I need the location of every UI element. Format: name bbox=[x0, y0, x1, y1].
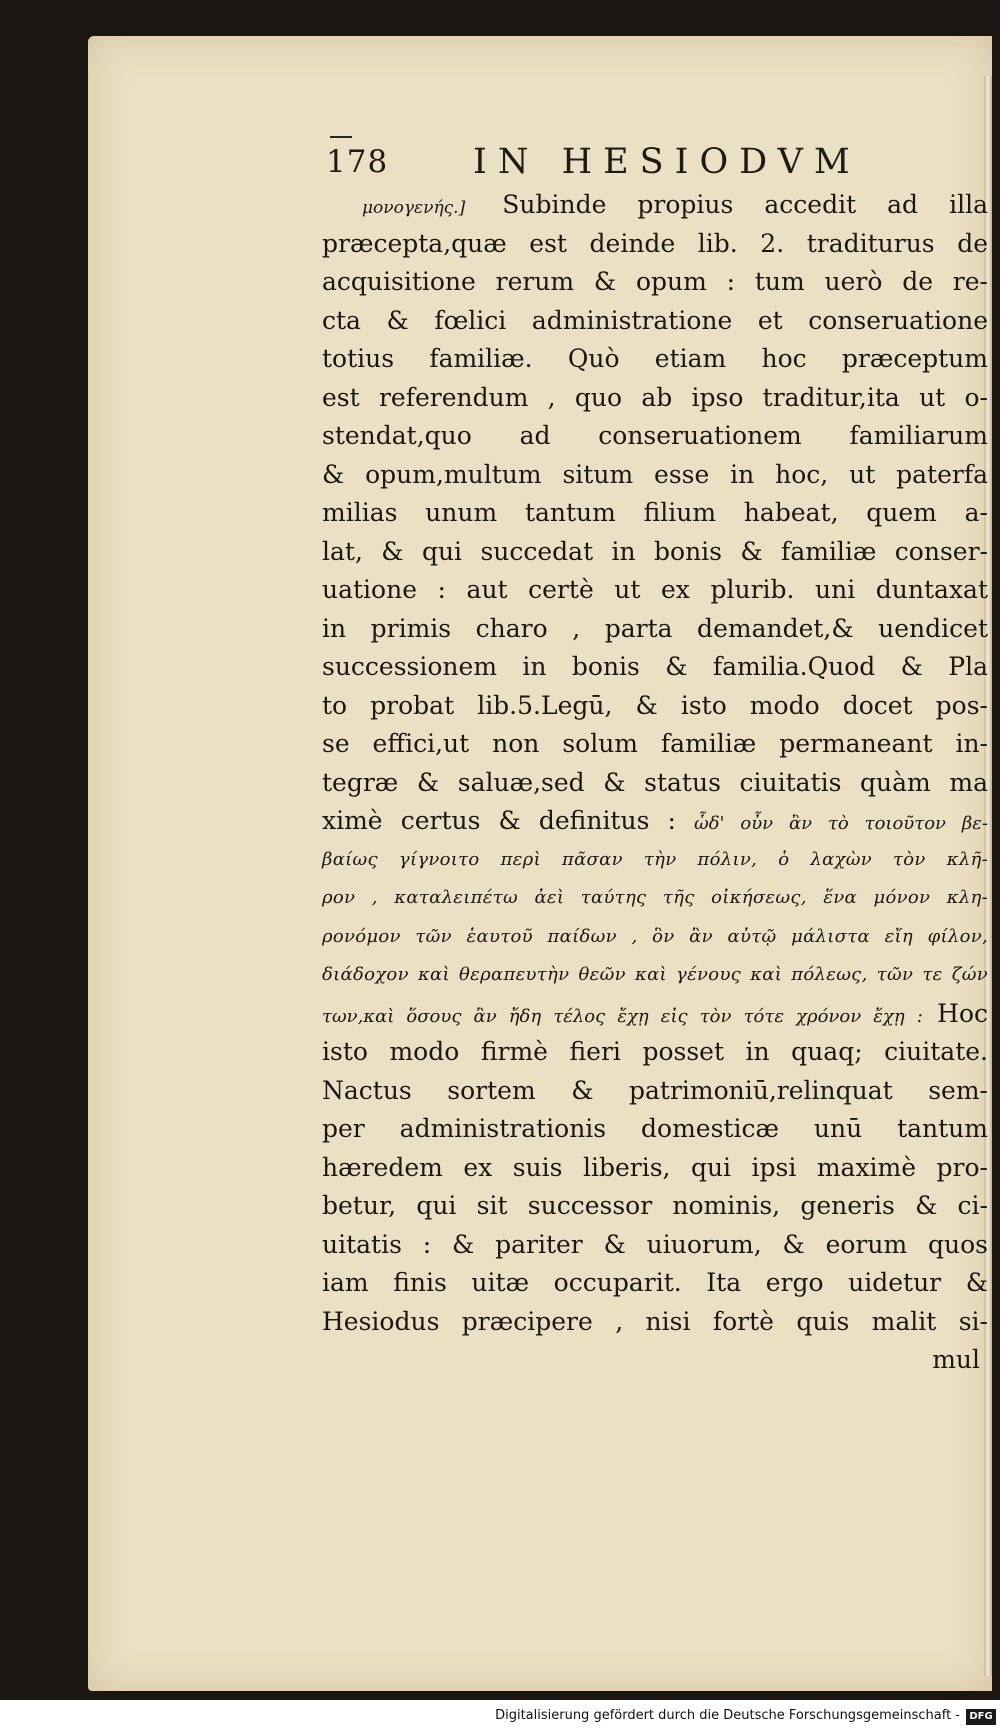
text-line: isto modo firmè fieri posset in quaq; ciuitate. bbox=[322, 1037, 988, 1066]
text-line bbox=[322, 186, 988, 225]
text-line bbox=[322, 802, 988, 841]
text-line: uitatis : & pariter & uiuorum, & eorum quos bbox=[322, 1229, 988, 1259]
text-line: to probat lib.5.Legū, & isto modo docet pos- bbox=[322, 690, 988, 720]
text-line: acquisitione rerum & opum : tum uerò de re- bbox=[322, 267, 988, 296]
text-line: betur, qui sit successor nominis, generis & ci- bbox=[322, 1191, 988, 1220]
dfg-logo: DFG bbox=[966, 1709, 996, 1725]
text-line: milias unum tantum filium habeat, quem a- bbox=[322, 498, 988, 527]
greek-lemma: μονογενής.] bbox=[362, 198, 466, 218]
text-line: Hesiodus præcipere , nisi fortè quis malit si- bbox=[322, 1306, 988, 1336]
running-head bbox=[326, 142, 886, 186]
text-line: in primis charo , parta demandet,& uendicet bbox=[322, 613, 988, 643]
text-line: & opum,multum situm esse in hoc, ut paterfa bbox=[322, 459, 988, 489]
text-line: successionem in bonis & familia.Quod & Pla bbox=[322, 652, 988, 681]
greek-quotation: των,καὶ ὅσους ἂν ἤδη τέλος ἔχῃ εἰς τὸν τότε χρόνον ἔχῃ : bbox=[322, 1005, 923, 1027]
greek-line: βαίως γίγνοιτο περὶ πᾶσαν τὴν πόλιν, ὁ λαχὼν τὸν κλῆ- bbox=[322, 848, 988, 870]
text-line-content: Subinde propius accedit ad illa bbox=[502, 190, 988, 219]
text-line: iam finis uitæ occuparit. Ita ergo uidetur & bbox=[322, 1268, 988, 1297]
greek-line: διάδοχον καὶ θεραπευτὴν θεῶν καὶ γένους καὶ πόλεως, τῶν τε ζών bbox=[322, 964, 988, 985]
text-line bbox=[322, 995, 988, 1034]
footer bbox=[0, 1700, 1000, 1734]
text-line: præcepta,quæ est deinde lib. 2. traditurus de bbox=[322, 228, 988, 258]
page-number: 178 bbox=[326, 144, 389, 180]
greek-line: ρον , καταλειπέτω ἀεὶ ταύτης τῆς οἰκήσεως, ἕνα μόνον κλη- bbox=[322, 887, 988, 908]
text-line: per administrationis domesticæ unū tantum bbox=[322, 1114, 988, 1143]
header-title: IN HESIODVM bbox=[473, 142, 861, 182]
body-text bbox=[322, 186, 988, 1380]
text-line: hæredem ex suis liberis, qui ipsi maximè pro- bbox=[322, 1152, 988, 1182]
text-line-latin: Hoc bbox=[937, 998, 988, 1028]
text-line: cta & fœlici administratione et conseruatione bbox=[322, 305, 988, 335]
text-line: totius familiæ. Quò etiam hoc præceptum bbox=[322, 344, 988, 373]
catchword: mul bbox=[932, 1345, 980, 1374]
greek-line: ρονόμον τῶν ἑαυτοῦ παίδων , ὃν ἂν αὐτῷ μάλιστα εἴη φίλον, bbox=[322, 925, 988, 947]
text-line: uatione : aut certè ut ex plurib. uni duntaxat bbox=[322, 575, 988, 604]
text-line: est referendum , quo ab ipso traditur,ita ut o- bbox=[322, 382, 988, 412]
text-line: se effici,ut non solum familiæ permaneant in- bbox=[322, 729, 988, 758]
funding-credit: Digitalisierung gefördert durch die Deutsche Forschungsgemeinschaft - bbox=[495, 1708, 960, 1723]
text-line: Nactus sortem & patrimoniū,relinquat sem- bbox=[322, 1075, 988, 1105]
greek-quotation: ὧδ' οὖν ἂν τὸ τοιοῦτον βε- bbox=[694, 813, 988, 834]
text-line: lat, & qui succedat in bonis & familiæ conser- bbox=[322, 536, 988, 566]
page-number-mark bbox=[330, 136, 352, 138]
text-line: stendat,quo ad conseruationem familiarum bbox=[322, 421, 988, 450]
text-line: tegræ & saluæ,sed & status ciuitatis quàm ma bbox=[322, 767, 988, 797]
text-line-latin: ximè certus & definitus : bbox=[322, 806, 676, 835]
